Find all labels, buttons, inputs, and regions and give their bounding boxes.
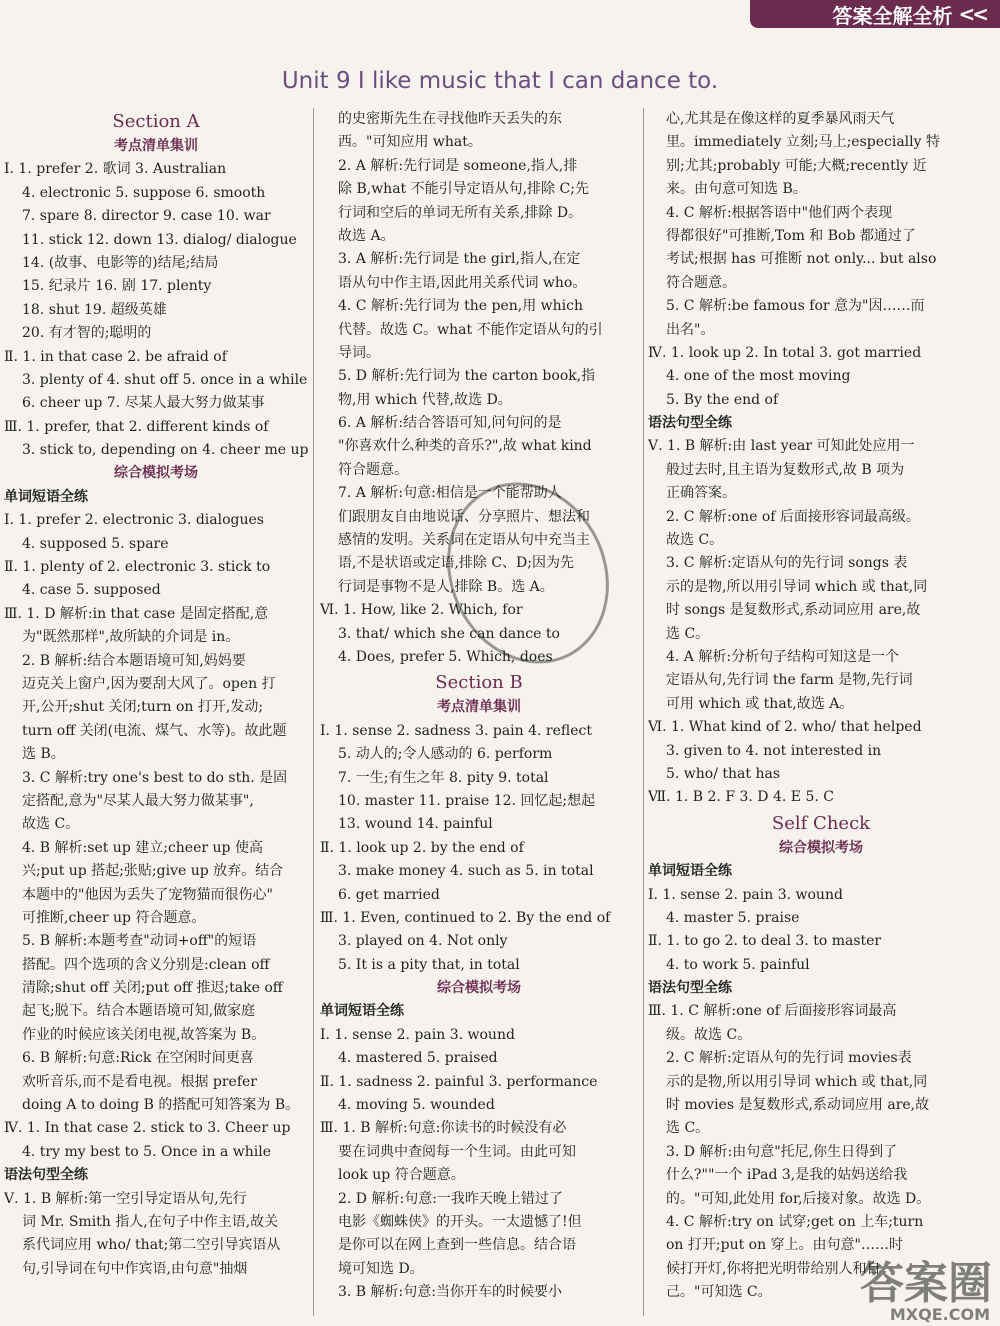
answer-line: 本题中的"他因为丢失了宠物猫而很伤心" [22, 886, 273, 903]
answer-line: 5. 动人的;令人感动的 6. perform [338, 746, 553, 763]
answer-line: "你喜欢什么种类的音乐?",故 what kind [338, 438, 592, 455]
answer-line: 7. spare 8. director 9. case 10. war [22, 208, 271, 225]
answer-line: 10. master 11. praise 12. 回忆起;想起 [338, 792, 596, 809]
answer-line: 4. to work 5. painful [666, 956, 810, 973]
corner-tag [750, 0, 1000, 28]
answer-line: 3. C 解析:定语从句的先行词 songs 表 [666, 555, 908, 572]
answer-line: turn off 关闭(电流、煤气、水等)。故此题 [22, 722, 287, 739]
column-left [4, 108, 308, 1281]
answer-line: 故选 C。 [22, 816, 80, 833]
answer-line: Ⅰ. 1. sense 2. pain 3. wound [320, 1026, 515, 1043]
answer-line: 里。immediately 立刻;马上;especially 特 [666, 134, 940, 151]
answer-line: on 打开;put on 穿上。由句意"……时 [666, 1237, 904, 1254]
answer-line: doing A to doing B 的搭配可知答案为 B。 [22, 1097, 300, 1114]
answer-line: 18. shut 19. 超级英雄 [22, 301, 167, 318]
answer-line: 除 B,what 不能引导定语从句,排除 C;先 [338, 181, 589, 198]
answer-line: 行词是事物不是人,排除 B。选 A。 [338, 578, 554, 595]
answer-line: 2. B 解析:结合本题语境可知,妈妈要 [22, 652, 246, 669]
answer-line: 4. C 解析:try on 试穿;get on 上车;turn [666, 1213, 924, 1230]
answer-line: 考试;根据 has 可推断 not only... but also [666, 251, 937, 268]
answer-line: 正确答案。 [666, 485, 736, 502]
answer-line: Ⅵ. 1. What kind of 2. who/ that helped [648, 719, 922, 736]
answer-line: Ⅳ. 1. look up 2. In total 3. got married [648, 344, 922, 361]
answer-line: 开,公开;shut 关闭;turn on 打开,发动; [22, 699, 264, 716]
answer-line: 3. D 解析:由句意"托尼,你生日得到了 [666, 1143, 898, 1160]
answer-line: 5. B 解析:本题考查"动词+off"的短语 [22, 933, 257, 950]
subsection-heading: 综合模拟考场 [779, 839, 863, 856]
answer-line: 为"既然那样",故所缺的介词是 in。 [22, 629, 240, 646]
answer-line: Ⅰ. 1. sense 2. pain 3. wound [648, 886, 843, 903]
answer-line: 欢听音乐,而不是看电视。根据 prefer [22, 1073, 257, 1090]
answer-line: 代替。故选 C。what 不能作定语从句的引 [338, 321, 603, 338]
answer-line: 4. one of the most moving [666, 368, 851, 385]
section-heading: Section A [112, 111, 200, 132]
exercise-heading: 语法句型全练 [648, 980, 732, 997]
watermark-url: MXQE.COM [889, 1305, 990, 1324]
watermark-logo: 答案圈 [860, 1258, 992, 1309]
answer-line: 4. case 5. supposed [22, 582, 161, 599]
answer-line: 的。"可知,此处用 for,后接对象。故选 D。 [666, 1190, 931, 1207]
answer-line: 3. make money 4. such as 5. in total [338, 863, 594, 880]
answer-line: Ⅴ. 1. B 解析:由 last year 可知此处应用一 [648, 438, 915, 455]
column-right [648, 108, 994, 1305]
answer-line: Ⅱ. 1. sadness 2. painful 3. performance [320, 1073, 598, 1090]
answer-line: Ⅲ. 1. Even, continued to 2. By the end of [320, 909, 611, 926]
answer-line: 6. cheer up 7. 尽某人最大努力做某事 [22, 395, 265, 412]
answer-line: 系代词应用 who/ that;第二空引导宾语从 [22, 1237, 281, 1254]
answer-line: 般过去时,且主语为复数形式,故 B 项为 [666, 461, 905, 478]
answer-line: Ⅲ. 1. D 解析:in that case 是固定搭配,意 [4, 605, 269, 622]
answer-line: 14. (故事、电影等的)结尾;结局 [22, 254, 219, 271]
answer-line: 出名"。 [666, 321, 715, 338]
exercise-heading: 语法句型全练 [648, 415, 732, 432]
answer-line: 4. Does, prefer 5. Which, does [338, 648, 553, 665]
answer-line: 选 C。 [666, 1120, 710, 1137]
answer-line: 2. A 解析:先行词是 someone,指人,排 [338, 157, 578, 174]
answer-line: 6. get married [338, 886, 440, 903]
answer-line: 3. A 解析:先行词是 the girl,指人,在定 [338, 251, 581, 268]
answer-line: 4. C 解析:根据答语中"他们两个表现 [666, 204, 893, 221]
answer-line: 来。由句意可知选 B。 [666, 181, 807, 198]
answer-line: 3. played on 4. Not only [338, 933, 508, 950]
answer-line: 故选 A。 [338, 227, 395, 244]
answer-line: Ⅳ. 1. In that case 2. stick to 3. Cheer up [4, 1120, 291, 1137]
answer-line: 起飞;脱下。结合本题语境可知,做家庭 [22, 1003, 256, 1020]
answer-line: 清除;shut off 关闭;put off 推迟;take off [22, 980, 283, 997]
answer-line: 示的是物,所以用引导词 which 或 that,同 [666, 1073, 928, 1090]
answer-line: 3. stick to, depending on 4. cheer me up [22, 442, 308, 459]
section-heading: Self Check [771, 812, 871, 834]
answer-line: Ⅰ. 1. sense 2. sadness 3. pain 4. reflect [320, 722, 593, 739]
answer-line: 5. D 解析:先行词为 the carton book,指 [338, 368, 596, 385]
answer-line: 4. mastered 5. praised [338, 1050, 498, 1067]
answer-line: 4. C 解析:先行词为 the pen,用 which [338, 298, 584, 315]
answer-line: 词 Mr. Smith 指人,在句子中作主语,故关 [22, 1213, 279, 1230]
answer-line: 可推断,cheer up 符合题意。 [22, 909, 206, 926]
answer-line: 的史密斯先生在寻找他昨天丢失的东 [338, 111, 562, 127]
answer-line: 定语从句,先行词 the farm 是物,先行词 [666, 672, 913, 689]
answer-line: 符合题意。 [666, 274, 736, 291]
answer-line: 3. given to 4. not interested in [666, 742, 882, 759]
exercise-heading: 单词短语全练 [648, 863, 732, 880]
answer-line: 语从句中作主语,因此用关系代词 who。 [338, 274, 587, 291]
answer-line: 要在词典中查阅每一个生词。由此可知 [338, 1143, 576, 1160]
answer-line: 行词和空后的单词无所有关系,排除 D。 [338, 204, 583, 221]
answer-line: 2. D 解析:句意:一我昨天晚上错过了 [338, 1190, 563, 1207]
answer-line: 4. A 解析:分析句子结构可知这是一个 [666, 648, 900, 665]
answer-line: 境可知选 D。 [338, 1260, 424, 1277]
answer-line: Ⅱ. 1. in that case 2. be afraid of [4, 348, 227, 365]
answer-line: 5. It is a pity that, in total [338, 956, 520, 973]
answer-line: 5. By the end of [666, 391, 779, 408]
subsection-heading: 考点清单集训 [437, 699, 521, 716]
answer-line: 示的是物,所以用引导词 which 或 that,同 [666, 578, 928, 595]
answer-line: 兴;put up 搭起;张贴;give up 放弃。结合 [22, 863, 284, 880]
answer-line: 7. A 解析:句意:相信是一个能帮助人 [338, 485, 562, 502]
answer-line: 别;尤其;probably 可能;大概;recently 近 [666, 157, 927, 174]
answer-line: Ⅱ. 1. to go 2. to deal 3. to master [648, 933, 882, 950]
answer-line: Ⅱ. 1. look up 2. by the end of [320, 839, 524, 856]
section-heading: Section B [435, 672, 523, 694]
answer-line: 2. C 解析:one of 后面接形容词最高级。 [666, 508, 920, 525]
answer-line: 作业的时候应该关闭电视,故答案为 B。 [22, 1026, 266, 1043]
column-divider [313, 108, 314, 1316]
answer-line: 故选 C。 [666, 532, 724, 549]
answer-line: 4. supposed 5. spare [22, 535, 169, 552]
answer-line: 搭配。四个选项的含义分别是:clean off [22, 956, 270, 973]
answer-line: Ⅱ. 1. plenty of 2. electronic 3. stick to [4, 559, 271, 576]
answer-line: 4. try my best to 5. Once in a while [22, 1143, 271, 1160]
answer-line: 级。故选 C。 [666, 1026, 752, 1043]
answer-line: Ⅲ. 1. prefer, that 2. different kinds of [4, 418, 269, 435]
answer-line: 11. stick 12. down 13. dialog/ dialogue [22, 231, 297, 248]
answer-line: 6. A 解析:结合答语可知,问句问的是 [338, 415, 562, 432]
answer-line: 4. electronic 5. suppose 6. smooth [22, 184, 266, 201]
answer-line: Ⅲ. 1. C 解析:one of 后面接形容词最高 [648, 1003, 897, 1020]
answer-line: Ⅵ. 1. How, like 2. Which, for [320, 602, 523, 619]
answer-line: 语,不是状语或定语,排除 C、D;因为先 [338, 555, 575, 572]
answer-line: Ⅰ. 1. prefer 2. electronic 3. dialogues [4, 512, 264, 529]
answer-line: 心,尤其是在像这样的夏季暴风雨天气 [666, 111, 895, 127]
answer-line: 候打开灯,你将把光明带给别人和自 [666, 1260, 881, 1277]
corner-tag-label: 答案全解全析 [832, 3, 953, 28]
answer-line: 电影《蜘蛛侠》的开头。一太遗憾了!但 [338, 1213, 582, 1230]
answer-line: 3. C 解析:try one's best to do sth. 是固 [22, 769, 288, 786]
answer-line: 4. master 5. praise [666, 909, 800, 926]
answer-line: 13. wound 14. painful [338, 816, 493, 833]
subsection-heading: 综合模拟考场 [114, 465, 198, 482]
answer-line: 选 B。 [22, 746, 65, 763]
exercise-heading: 语法句型全练 [4, 1167, 88, 1184]
answer-line: 4. B 解析:set up 建立;cheer up 使高 [22, 839, 263, 856]
answer-line: Ⅰ. 1. prefer 2. 歌词 3. Australian [4, 161, 227, 178]
answer-line: Ⅴ. 1. B 解析:第一空引导定语从句,先行 [4, 1190, 247, 1207]
answer-line: 时 movies 是复数形式,系动词应用 are,故 [666, 1097, 930, 1114]
subsection-heading: 综合模拟考场 [437, 980, 521, 997]
answer-line: 时 songs 是复数形式,系动词应用 are,故 [666, 602, 921, 619]
answer-line: 得都很好"可推断,Tom 和 Bob 都通过了 [666, 227, 916, 244]
answer-line: 选 C。 [666, 625, 710, 642]
unit-title: Unit 9 I like music that I can dance to. [281, 68, 719, 94]
column-divider [643, 108, 644, 1316]
answer-line: 20. 有才智的;聪明的 [22, 325, 152, 342]
exercise-heading: 单词短语全练 [320, 1003, 404, 1020]
answer-line: 西。"可知应用 what。 [338, 134, 482, 151]
answer-line: 3. plenty of 4. shut off 5. once in a while [22, 371, 308, 388]
answer-line: 感情的发明。关系词在定语从句中充当主 [338, 532, 590, 549]
answer-line: 导词。 [338, 344, 380, 361]
answer-line: 6. B 解析:句意:Rick 在空闲时间更喜 [22, 1050, 254, 1067]
answer-line: 15. 纪录片 16. 剧 17. plenty [22, 278, 212, 295]
exercise-heading: 单词短语全练 [4, 488, 88, 505]
answer-line: 句,引导词在句中作宾语,由句意"抽烟 [22, 1260, 248, 1277]
subsection-heading: 考点清单集训 [114, 138, 198, 154]
double-chevron-icon: << [958, 2, 986, 26]
answer-line: 迈克关上窗户,因为要刮大风了。open 打 [22, 675, 276, 692]
answer-line: 是你可以在网上查到一些信息。结合语 [338, 1237, 576, 1254]
answer-line: 己。"可知选 C。 [666, 1284, 772, 1301]
answer-line: 物,用 which 代替,故选 D。 [338, 391, 512, 408]
answer-line: 可用 which 或 that,故选 A。 [666, 695, 854, 712]
answer-line: 符合题意。 [338, 461, 408, 478]
answer-line: 2. C 解析:定语从句的先行词 movies表 [666, 1050, 912, 1067]
answer-line: Ⅶ. 1. B 2. F 3. D 4. E 5. C [648, 789, 834, 806]
answer-line: 什么?""一个 iPad 3,是我的姑妈送给我 [666, 1167, 908, 1184]
answer-line: 3. B 解析:句意:当你开车的时候要小 [338, 1284, 562, 1301]
answer-line: 7. 一生;有生之年 8. pity 9. total [338, 769, 549, 786]
answer-line: 4. moving 5. wounded [338, 1097, 495, 1114]
answer-line: look up 符合题意。 [338, 1167, 465, 1184]
answer-line: 5. who/ that has [666, 765, 781, 782]
column-middle [320, 108, 638, 1305]
answer-line: 5. C 解析:be famous for 意为"因……而 [666, 298, 925, 315]
answer-line: 定搭配,意为"尽某人最大努力做某事", [22, 792, 254, 809]
answer-line: 们跟朋友自由地说话、分享照片、想法和 [338, 508, 590, 525]
answer-line: Ⅲ. 1. B 解析:句意:你读书的时候没有必 [320, 1120, 567, 1137]
answer-line: 3. that/ which she can dance to [338, 625, 560, 642]
